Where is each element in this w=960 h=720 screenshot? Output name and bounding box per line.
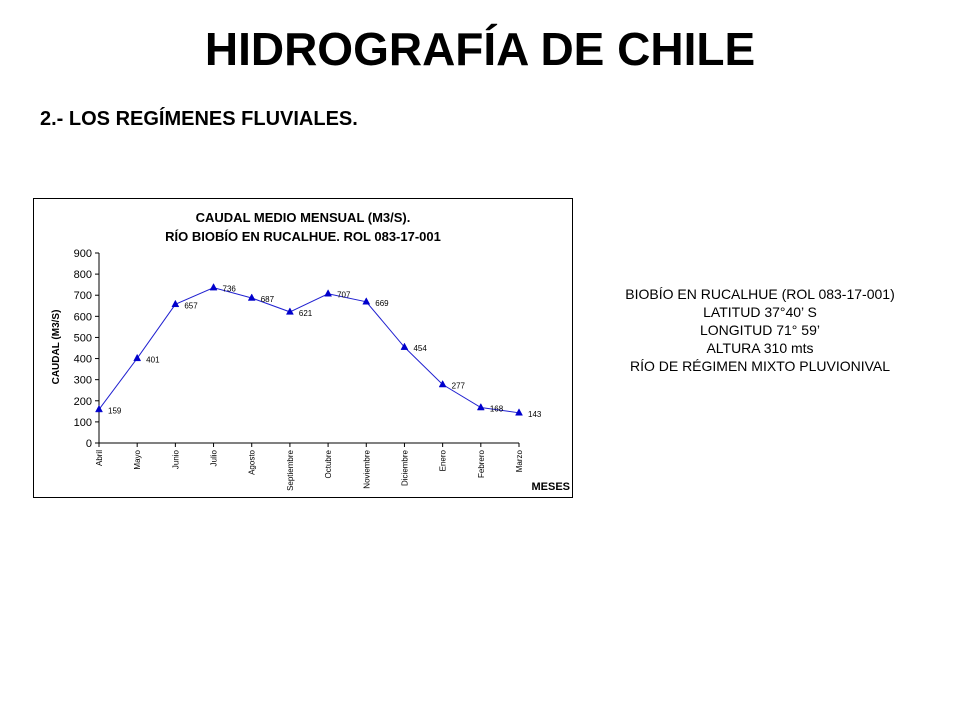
chart-subtitle: RÍO BIOBÍO EN RUCALHUE. ROL 083-17-001 bbox=[165, 229, 441, 244]
x-tick-label: Enero bbox=[438, 450, 448, 472]
data-label: 277 bbox=[451, 381, 465, 391]
y-tick-label: 300 bbox=[73, 374, 92, 387]
series-line bbox=[99, 288, 519, 416]
info-latitude: LATITUD 37°40’ S bbox=[703, 304, 817, 320]
x-tick-label: Mayo bbox=[133, 450, 143, 470]
chart-svg bbox=[34, 199, 572, 497]
y-tick-label: 100 bbox=[73, 416, 92, 429]
data-label: 401 bbox=[146, 355, 160, 365]
station-info bbox=[590, 285, 930, 375]
x-tick-label: Abril bbox=[95, 450, 104, 467]
x-tick-label: Agosto bbox=[247, 450, 257, 475]
x-tick-label: Febrero bbox=[476, 450, 486, 479]
y-tick-label: 400 bbox=[73, 353, 92, 366]
data-label: 736 bbox=[222, 284, 236, 294]
page-title: HIDROGRAFÍA DE CHILE bbox=[204, 23, 756, 75]
y-tick-label: 0 bbox=[85, 438, 92, 450]
y-tick-label: 900 bbox=[73, 248, 92, 260]
x-axis-label: MESES bbox=[531, 481, 570, 493]
data-label: 159 bbox=[108, 406, 122, 416]
x-tick-label: Junio bbox=[171, 450, 181, 470]
x-tick-label: Diciembre bbox=[400, 450, 410, 487]
y-tick-label: 500 bbox=[73, 332, 92, 345]
chart-title: CAUDAL MEDIO MENSUAL (M3/S). bbox=[195, 210, 411, 225]
data-label: 168 bbox=[489, 404, 504, 414]
y-axis-label: CAUDAL (M3/S) bbox=[51, 309, 62, 385]
y-tick-label: 800 bbox=[73, 269, 92, 282]
x-tick-label: Octubre bbox=[324, 450, 334, 479]
data-label: 454 bbox=[413, 344, 427, 354]
y-tick-label: 700 bbox=[73, 290, 92, 303]
plot-area bbox=[74, 248, 542, 491]
x-tick-label: Noviembre bbox=[362, 450, 372, 489]
data-label: 657 bbox=[184, 301, 198, 311]
x-tick-label: Julio bbox=[209, 450, 219, 467]
data-point-marker bbox=[325, 290, 332, 297]
y-tick-label: 200 bbox=[73, 395, 92, 408]
info-longitude: LONGITUD 71° 59’ bbox=[700, 322, 820, 338]
data-label: 621 bbox=[298, 308, 313, 318]
data-label: 669 bbox=[375, 298, 389, 308]
info-altitude: ALTURA 310 mts bbox=[706, 340, 814, 356]
data-point-marker bbox=[210, 284, 217, 291]
data-label: 707 bbox=[337, 290, 351, 300]
info-regime: RÍO DE RÉGIMEN MIXTO PLUVIONIVAL bbox=[629, 358, 891, 374]
x-tick-label: Marzo bbox=[515, 450, 524, 473]
chart-frame bbox=[33, 198, 573, 498]
section-title: 2.- LOS REGÍMENES FLUVIALES. bbox=[40, 108, 358, 130]
data-point-marker bbox=[477, 404, 484, 411]
data-label: 687 bbox=[260, 294, 275, 304]
y-tick-label: 600 bbox=[73, 311, 92, 324]
info-station: BIOBÍO EN RUCALHUE (ROL 083-17-001) bbox=[625, 286, 895, 302]
x-tick-label: Septiembre bbox=[285, 450, 295, 491]
data-label: 143 bbox=[528, 409, 542, 419]
